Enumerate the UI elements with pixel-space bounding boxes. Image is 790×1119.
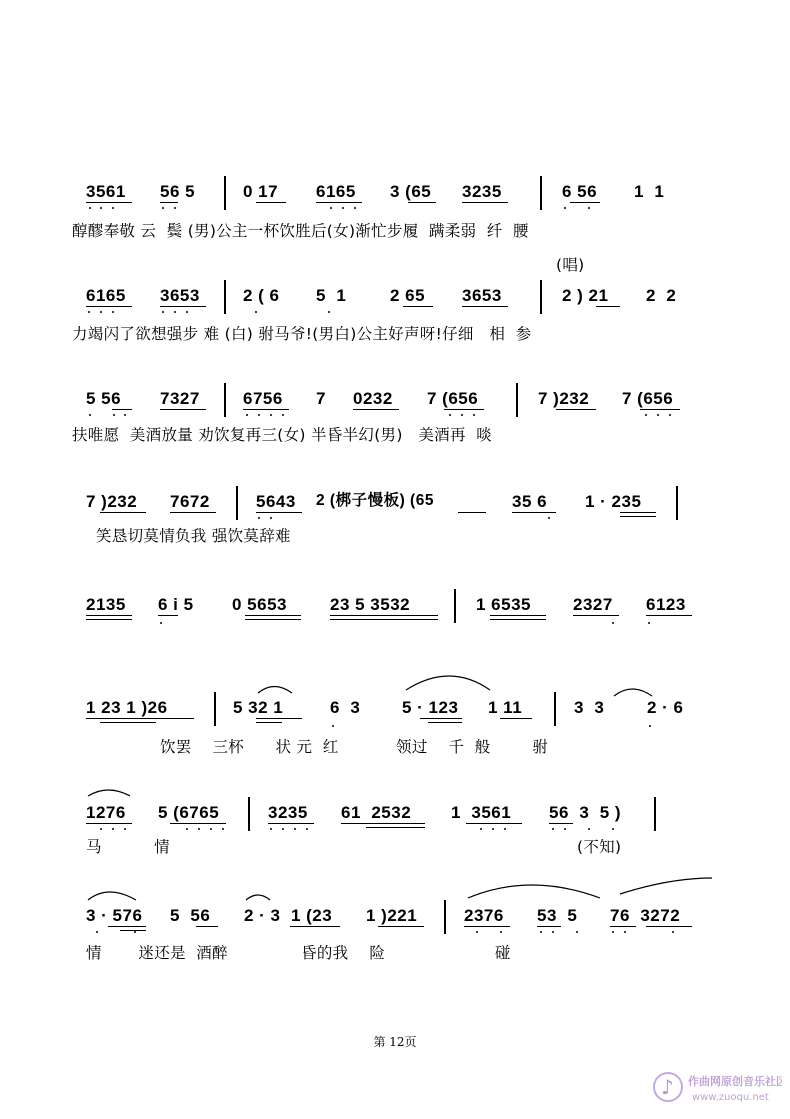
lyrics-line: 扶唯愿 美酒放量 劝饮复再三(女) 半昏半幻(男) 美酒再 啖: [72, 426, 493, 444]
watermark: [652, 1067, 782, 1111]
note-group: 6 i 5: [158, 595, 194, 614]
note-group: 3 (65: [390, 182, 432, 201]
note-group: 6756: [243, 389, 283, 408]
note-group: 56 3 5 ): [549, 803, 622, 822]
note-group: 5 · 123: [402, 698, 459, 717]
note-group: 6165: [316, 182, 356, 201]
note-group: 0232: [353, 389, 393, 408]
note-group: 5 (6765: [158, 803, 220, 822]
note-group: 7 )232: [538, 389, 590, 408]
watermark-line1: 作曲网原创音乐社区: [688, 1075, 782, 1088]
note-group: 3235: [462, 182, 502, 201]
lyrics-line: 力竭闪了欲想强步 难 (白) 驸马爷!(男白)公主好声呀!仔细 相 参: [72, 325, 532, 343]
note-group: 61 2532: [341, 803, 412, 822]
svg-text:♪: ♪: [661, 1075, 674, 1099]
note-group: 0 5653: [232, 595, 287, 614]
note-group: 23 5 3532: [330, 595, 411, 614]
note-group: 7327: [160, 389, 200, 408]
note-group: 6 3: [330, 698, 361, 717]
note-group: 5 1: [316, 286, 347, 305]
note-group: 1 3561: [451, 803, 512, 822]
spoken-mark: (不知): [577, 838, 622, 856]
note-group: 7 (656: [622, 389, 674, 408]
note-group: 7 (656: [427, 389, 479, 408]
note-group: 3561: [86, 182, 126, 201]
lyrics-line: 饮罢 三杯 状 元 红 领过 千 般 驸: [160, 738, 549, 756]
note-group: 5 32 1: [233, 698, 284, 717]
note-group: 5 56: [170, 906, 211, 925]
note-group: 3 3: [574, 698, 605, 717]
note-group: 2 · 6: [647, 698, 684, 717]
note-group: 35 6: [512, 492, 548, 511]
note-group: 3653: [462, 286, 502, 305]
note-group: 1 11: [488, 698, 523, 717]
note-group: 2 ( 6: [243, 286, 280, 305]
note-group: 2327: [573, 595, 613, 614]
note-group: 2135: [86, 595, 126, 614]
note-group: 1 1: [634, 182, 665, 201]
lyrics-line: 马 情: [86, 838, 170, 856]
lyrics-line: 醇醪奉敬 云 鬓 (男)公主一杯饮胜后(女)渐忙步履 蹒柔弱 纤 腰: [72, 222, 529, 240]
note-group: 76 3272: [610, 906, 681, 925]
note-group: 1276: [86, 803, 126, 822]
note-group: 2 65: [390, 286, 426, 305]
note-group: 1 · 235: [585, 492, 642, 511]
note-group: 1 23 1 )26: [86, 698, 168, 717]
note-group: 1 6535: [476, 595, 531, 614]
note-group: 56 5: [160, 182, 196, 201]
note-group: 6165: [86, 286, 126, 305]
watermark-line2: www.zuoqu.net: [692, 1092, 769, 1103]
note-group: 5 56: [86, 389, 122, 408]
note-group: 0 17: [243, 182, 279, 201]
lyrics-line: 笑恳切莫情负我 强饮莫辞难: [96, 527, 291, 545]
page-number: 第 12页: [373, 1035, 417, 1049]
note-group: 6123: [646, 595, 686, 614]
lyrics-line: 情 迷还是 酒醉 昏的我 险 碰: [86, 944, 511, 962]
note-group: 7672: [170, 492, 210, 511]
note-group: 3235: [268, 803, 308, 822]
note-group: 2 2: [646, 286, 677, 305]
note-group: 1 )221: [366, 906, 418, 925]
note-group: 53 5: [537, 906, 578, 925]
note-group: 2376: [464, 906, 504, 925]
note-group: 2 ) 21: [562, 286, 609, 305]
singing-mark: (唱): [556, 256, 585, 274]
note-group: 2 · 3 1 (23: [244, 906, 333, 925]
note-group: 3 · 576: [86, 906, 143, 925]
note-group-banzi: 2 (梆子慢板) (65: [316, 492, 434, 509]
note-group: 7: [316, 389, 326, 408]
note-group: 3653: [160, 286, 200, 305]
note-group: 6 56: [562, 182, 598, 201]
note-group: 5643: [256, 492, 296, 511]
note-group: 7 )232: [86, 492, 138, 511]
